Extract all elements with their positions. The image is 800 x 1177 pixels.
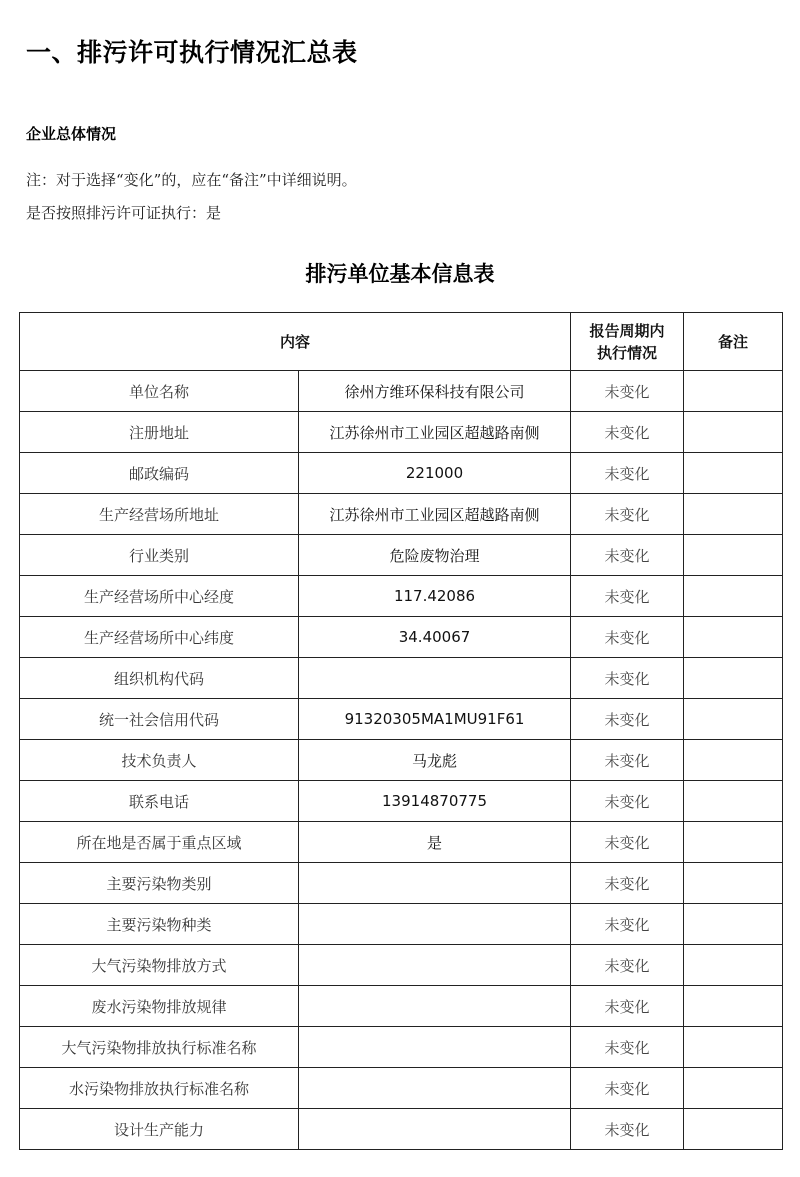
row-label: 主要污染物类别 (20, 863, 299, 904)
row-label: 主要污染物种类 (20, 904, 299, 945)
row-label: 行业类别 (20, 535, 299, 576)
row-remark (684, 986, 783, 1027)
table-row (20, 494, 783, 535)
row-value: 是 (299, 822, 571, 863)
row-status: 未变化 (571, 576, 684, 617)
row-label: 水污染物排放执行标准名称 (20, 1068, 299, 1109)
row-label: 大气污染物排放执行标准名称 (20, 1027, 299, 1068)
row-status: 未变化 (571, 658, 684, 699)
header-status-line1: 报告周期内 (589, 321, 665, 340)
table-row (20, 617, 783, 658)
table-row (20, 576, 783, 617)
row-status: 未变化 (571, 453, 684, 494)
header-status (571, 313, 684, 371)
table-row (20, 1109, 783, 1150)
row-status: 未变化 (571, 781, 684, 822)
table-row (20, 535, 783, 576)
row-label: 统一社会信用代码 (20, 699, 299, 740)
row-value: 徐州方维环保科技有限公司 (299, 371, 571, 412)
row-status: 未变化 (571, 494, 684, 535)
table-row (20, 1068, 783, 1109)
section-heading: 一、排污许可执行情况汇总表 (26, 38, 358, 67)
table-row (20, 740, 783, 781)
table-row (20, 658, 783, 699)
row-remark (684, 576, 783, 617)
row-label: 生产经营场所中心纬度 (20, 617, 299, 658)
row-status: 未变化 (571, 699, 684, 740)
header-status-line2: 执行情况 (597, 343, 658, 362)
row-remark (684, 1068, 783, 1109)
row-remark (684, 699, 783, 740)
header-remark: 备注 (684, 313, 783, 371)
row-status: 未变化 (571, 1027, 684, 1068)
row-value: 91320305MA1MU91F61 (299, 699, 571, 740)
table-header-row (20, 313, 783, 371)
table-row (20, 863, 783, 904)
table-row (20, 699, 783, 740)
row-remark (684, 494, 783, 535)
row-value: 江苏徐州市工业园区超越路南侧 (299, 412, 571, 453)
row-remark (684, 617, 783, 658)
table-row (20, 781, 783, 822)
row-value (299, 945, 571, 986)
compliance-text: 是否按照排污许可证执行：是 (26, 204, 222, 222)
row-remark (684, 1109, 783, 1150)
table-row (20, 986, 783, 1027)
row-label: 邮政编码 (20, 453, 299, 494)
row-status: 未变化 (571, 412, 684, 453)
row-status: 未变化 (571, 371, 684, 412)
row-remark (684, 658, 783, 699)
table-row (20, 1027, 783, 1068)
row-label: 废水污染物排放规律 (20, 986, 299, 1027)
row-value (299, 986, 571, 1027)
row-value (299, 1027, 571, 1068)
row-remark (684, 1027, 783, 1068)
row-remark (684, 740, 783, 781)
row-value: 117.42086 (299, 576, 571, 617)
row-remark (684, 822, 783, 863)
row-status: 未变化 (571, 740, 684, 781)
table-row (20, 822, 783, 863)
row-status: 未变化 (571, 863, 684, 904)
row-status: 未变化 (571, 986, 684, 1027)
row-value (299, 658, 571, 699)
row-status: 未变化 (571, 1068, 684, 1109)
row-remark (684, 863, 783, 904)
table-row (20, 904, 783, 945)
table-title: 排污单位基本信息表 (305, 262, 495, 286)
row-label: 注册地址 (20, 412, 299, 453)
basic-info-table (19, 312, 783, 1150)
row-value (299, 904, 571, 945)
row-label: 生产经营场所地址 (20, 494, 299, 535)
row-remark (684, 945, 783, 986)
table-row (20, 371, 783, 412)
row-value: 危险废物治理 (299, 535, 571, 576)
row-value: 221000 (299, 453, 571, 494)
subsection-heading: 企业总体情况 (26, 125, 117, 143)
row-remark (684, 781, 783, 822)
table-body (20, 371, 783, 1150)
row-status: 未变化 (571, 535, 684, 576)
row-value (299, 863, 571, 904)
row-status: 未变化 (571, 904, 684, 945)
header-content: 内容 (20, 313, 571, 371)
row-remark (684, 371, 783, 412)
row-label: 组织机构代码 (20, 658, 299, 699)
row-value (299, 1109, 571, 1150)
row-label: 联系电话 (20, 781, 299, 822)
row-status: 未变化 (571, 945, 684, 986)
row-remark (684, 412, 783, 453)
row-label: 所在地是否属于重点区域 (20, 822, 299, 863)
row-label: 生产经营场所中心经度 (20, 576, 299, 617)
row-status: 未变化 (571, 822, 684, 863)
row-remark (684, 535, 783, 576)
row-value (299, 1068, 571, 1109)
table-row (20, 945, 783, 986)
row-status: 未变化 (571, 1109, 684, 1150)
row-label: 单位名称 (20, 371, 299, 412)
table-row (20, 412, 783, 453)
row-label: 设计生产能力 (20, 1109, 299, 1150)
row-label: 大气污染物排放方式 (20, 945, 299, 986)
row-status: 未变化 (571, 617, 684, 658)
row-value: 34.40067 (299, 617, 571, 658)
row-remark (684, 904, 783, 945)
row-value: 13914870775 (299, 781, 571, 822)
row-value: 江苏徐州市工业园区超越路南侧 (299, 494, 571, 535)
row-label: 技术负责人 (20, 740, 299, 781)
row-value: 马龙彪 (299, 740, 571, 781)
row-remark (684, 453, 783, 494)
note-text: 注：对于选择“变化”的，应在“备注”中详细说明。 (26, 171, 357, 189)
table-row (20, 453, 783, 494)
